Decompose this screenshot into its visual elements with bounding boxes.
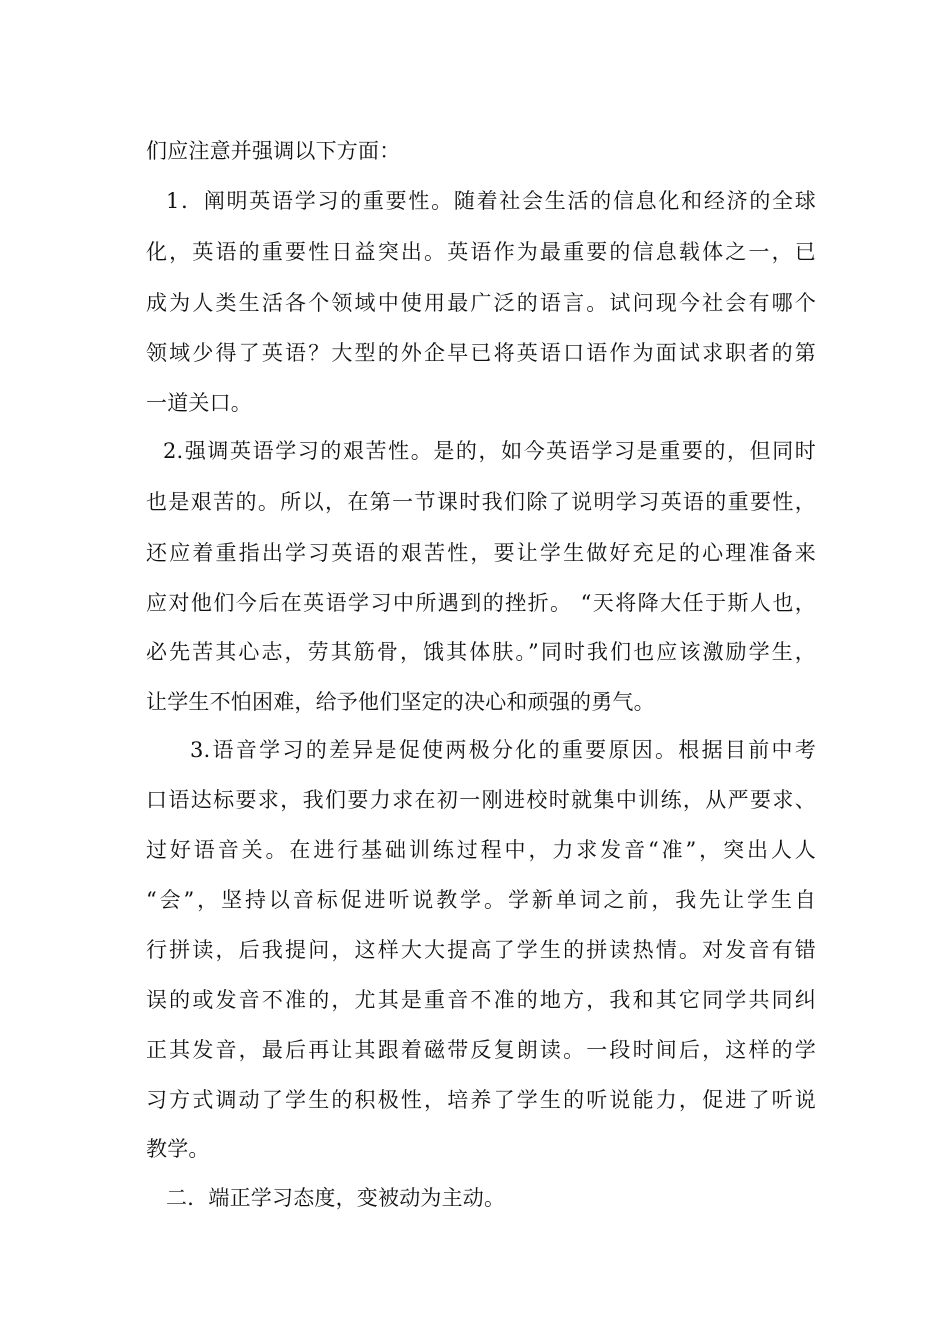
- paragraph-line: 一道关口。: [146, 391, 252, 415]
- paragraph-line: 教学。: [146, 1137, 210, 1161]
- paragraph-line: 正其发音，最后再让其跟着磁带反复朗读。一段时间后，这样的学: [146, 1038, 816, 1062]
- paragraph-line: 也是艰苦的。所以，在第一节课时我们除了说明学习英语的重要性，: [146, 490, 816, 514]
- paragraph-line: 必先苦其心志，劳其筋骨，饿其体肤。”同时我们也应该激励学生，: [146, 640, 816, 664]
- paragraph-line: 误的或发音不准的，尤其是重音不准的地方，我和其它同学共同纠: [146, 988, 816, 1012]
- section-heading: 二．端正学习态度，变被动为主动。: [166, 1186, 506, 1210]
- paragraph-line: 行拼读，后我提问，这样大大提高了学生的拼读热情。对发音有错: [146, 938, 816, 962]
- paragraph-line: 过好语音关。在进行基础训练过程中，力求发音“准”，突出人人: [146, 838, 816, 862]
- paragraph-line: 化，英语的重要性日益突出。英语作为最重要的信息载体之一，已: [146, 240, 816, 264]
- paragraph-line: 成为人类生活各个领域中使用最广泛的语言。试问现今社会有哪个: [146, 291, 816, 315]
- paragraph-line: 3.语音学习的差异是促使两极分化的重要原因。根据目前中考: [190, 738, 816, 762]
- paragraph-line: 们应注意并强调以下方面：: [146, 139, 401, 163]
- paragraph-line: 习方式调动了学生的积极性，培养了学生的听说能力，促进了听说: [146, 1088, 816, 1112]
- paragraph-line: 让学生不怕困难，给予他们坚定的决心和顽强的勇气。: [146, 690, 655, 714]
- paragraph-line: 应对他们今后在英语学习中所遇到的挫折。 “天将降大任于斯人也，: [146, 591, 816, 615]
- paragraph-line: 领域少得了英语？大型的外企早已将英语口语作为面试求职者的第: [146, 341, 816, 365]
- paragraph-line: 2.强调英语学习的艰苦性。是的，如今英语学习是重要的，但同时: [163, 439, 816, 463]
- paragraph-line: 口语达标要求，我们要力求在初一刚进校时就集中训练，从严要求、: [146, 788, 816, 812]
- paragraph-line: “会”，坚持以音标促进听说教学。学新单词之前，我先让学生自: [146, 888, 816, 912]
- paragraph-line: 1．阐明英语学习的重要性。随着社会生活的信息化和经济的全球: [166, 189, 816, 213]
- paragraph-line: 还应着重指出学习英语的艰苦性，要让学生做好充足的心理准备来: [146, 541, 816, 565]
